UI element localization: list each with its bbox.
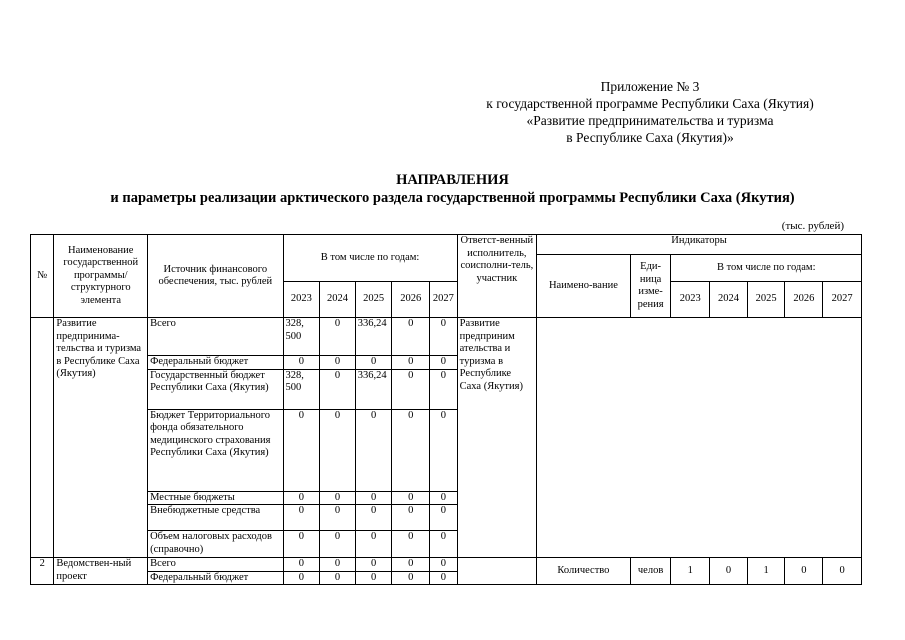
year-value: 0 (283, 531, 320, 558)
year-value: 0 (430, 571, 458, 585)
header-indicator-year: 2027 (823, 282, 862, 318)
header-indicator-name: Наимено-вание (537, 255, 631, 318)
year-value: 0 (392, 531, 430, 558)
year-value: 0 (355, 356, 392, 370)
funding-source: Федеральный бюджет (148, 571, 283, 585)
indicators-cell (537, 318, 862, 558)
funding-source: Всего (148, 558, 283, 572)
year-value: 0 (430, 491, 458, 505)
table-row (31, 318, 862, 356)
header-responsible: Ответст-венный исполнитель, соисполни-тель, участник (457, 235, 536, 318)
funding-source: Объем налоговых расходов (справочно) (148, 531, 283, 558)
responsible-executor (457, 558, 536, 585)
year-value: 0 (355, 571, 392, 585)
year-value: 0 (320, 409, 356, 491)
header-num: № (31, 235, 54, 318)
funding-source: Внебюджетные средства (148, 505, 283, 531)
header-indicator-year: 2024 (710, 282, 748, 318)
header-indicator-unit: Еди-ница изме-рения (630, 255, 671, 318)
funding-source: Всего (148, 318, 283, 356)
header-indicator-year: 2025 (747, 282, 785, 318)
year-value: 0 (320, 356, 356, 370)
parameters-table (30, 234, 862, 585)
appendix-line: к государственной программе Республики Саха (Якутия) (486, 96, 814, 111)
year-value: 0 (320, 505, 356, 531)
year-value: 0 (283, 356, 320, 370)
year-value: 336,24 (355, 318, 392, 356)
header-year: 2025 (355, 282, 392, 318)
appendix-line: в Республике Саха (Якутия)» (566, 130, 734, 145)
year-value: 0 (320, 491, 356, 505)
year-value: 0 (283, 571, 320, 585)
header-indicator-year: 2023 (671, 282, 710, 318)
appendix-line: «Развитие предпринимательства и туризма (526, 113, 774, 128)
year-value: 0 (430, 558, 458, 572)
year-value: 0 (320, 318, 356, 356)
indicator-value: 0 (823, 558, 862, 585)
funding-source: Государственный бюджет Республики Саха (Якутия) (148, 369, 283, 409)
row-num (31, 318, 54, 558)
header-source: Источник финансового обеспечения, тыс. рублей (148, 235, 283, 318)
year-value: 0 (430, 531, 458, 558)
year-value: 0 (355, 505, 392, 531)
appendix-line: Приложение № 3 (600, 79, 700, 94)
year-value: 0 (392, 571, 430, 585)
year-value: 328, 500 (283, 369, 320, 409)
year-value: 0 (430, 369, 458, 409)
units-label: (тыс. рублей) (781, 220, 844, 232)
row-num: 2 (31, 558, 54, 585)
indicator-value: 0 (710, 558, 748, 585)
year-value: 0 (320, 369, 356, 409)
year-value: 336,24 (355, 369, 392, 409)
year-value: 0 (355, 409, 392, 491)
year-value: 0 (392, 505, 430, 531)
year-value: 0 (320, 571, 356, 585)
header-year: 2027 (430, 282, 458, 318)
structural-element-name: Ведомствен-ный проект (54, 558, 148, 585)
header-year: 2026 (392, 282, 430, 318)
year-value: 0 (283, 491, 320, 505)
header-indicator-year: 2026 (785, 282, 823, 318)
document-subtitle: и параметры реализации арктического раздела государственной программы Республики Саха (Якутия) (110, 190, 795, 206)
year-value: 0 (355, 531, 392, 558)
indicator-value: 1 (747, 558, 785, 585)
indicator-unit: челов (630, 558, 671, 585)
year-value: 0 (283, 505, 320, 531)
document-title: НАПРАВЛЕНИЯ (396, 172, 509, 188)
table-row (31, 558, 862, 572)
year-value: 0 (430, 356, 458, 370)
year-value: 328, 500 (283, 318, 320, 356)
header-name: Наименование государственной программы/структурного элемента (54, 235, 148, 318)
year-value: 0 (355, 558, 392, 572)
year-value: 0 (392, 369, 430, 409)
year-value: 0 (320, 531, 356, 558)
header-indicators: Индикаторы (537, 235, 862, 255)
funding-source: Бюджет Территориального фонда обязательного медицинского страхования Республики Саха (Якутия) (148, 409, 283, 491)
year-value: 0 (355, 491, 392, 505)
year-value: 0 (392, 356, 430, 370)
year-value: 0 (392, 318, 430, 356)
header-year: 2023 (283, 282, 320, 318)
funding-source: Федеральный бюджет (148, 356, 283, 370)
indicator-name: Количество (537, 558, 631, 585)
indicator-value: 0 (785, 558, 823, 585)
appendix-header (440, 78, 860, 146)
year-value: 0 (430, 505, 458, 531)
year-value: 0 (283, 558, 320, 572)
year-value: 0 (392, 558, 430, 572)
year-value: 0 (430, 409, 458, 491)
year-value: 0 (283, 409, 320, 491)
header-by-years: В том числе по годам: (283, 235, 457, 282)
indicator-value: 1 (671, 558, 710, 585)
header-year: 2024 (320, 282, 356, 318)
header-indicator-by-years: В том числе по годам: (671, 255, 862, 282)
funding-source: Местные бюджеты (148, 491, 283, 505)
year-value: 0 (392, 491, 430, 505)
structural-element-name: Развитие предпринима-тельства и туризма в Республике Саха (Якутия) (54, 318, 148, 558)
year-value: 0 (430, 318, 458, 356)
responsible-executor: Развитие предприним ательства и туризма в Республике Саха (Якутия) (457, 318, 536, 558)
year-value: 0 (320, 558, 356, 572)
year-value: 0 (392, 409, 430, 491)
